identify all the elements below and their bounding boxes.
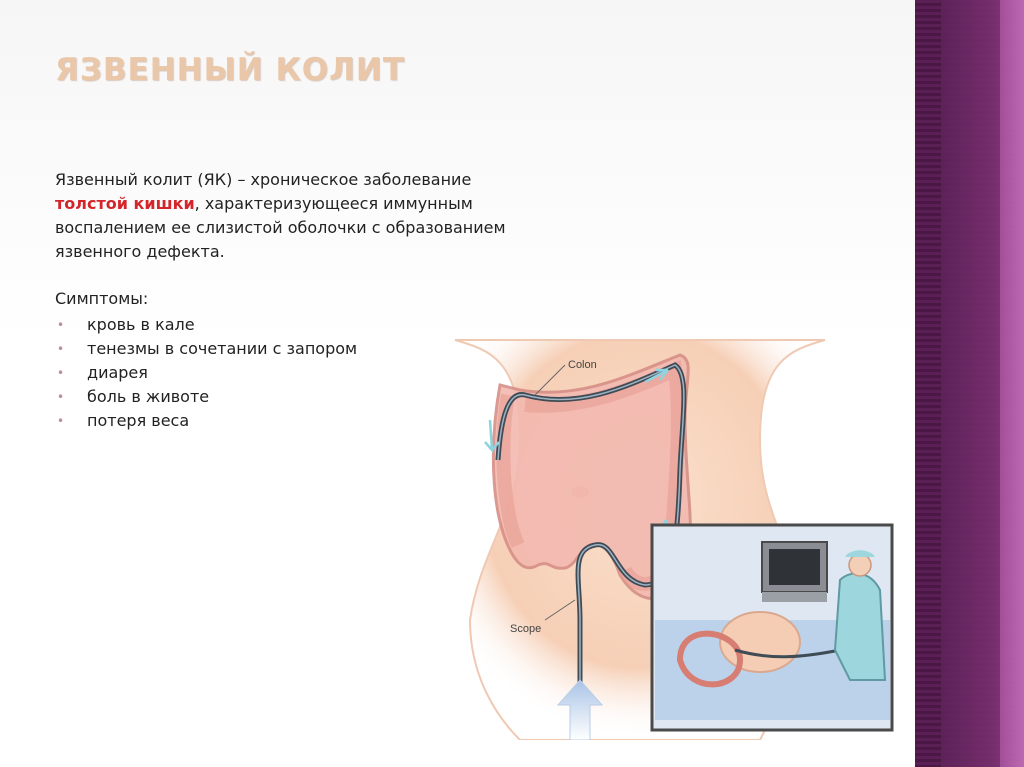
symptom-list (55, 313, 357, 433)
procedure-inset (652, 525, 892, 730)
symptom-item (55, 361, 357, 385)
side-decoration-stripe (1000, 0, 1024, 767)
bullet-icon: • (57, 342, 65, 356)
scope-label: Scope (510, 623, 542, 635)
symptom-text: потеря веса (87, 411, 190, 430)
colonoscopy-illustration (430, 320, 910, 740)
symptom-item (55, 409, 357, 433)
definition-highlight: толстой кишки (55, 194, 195, 213)
symptom-text: кровь в кале (87, 315, 195, 334)
bullet-icon: • (57, 414, 65, 428)
bullet-icon: • (57, 366, 65, 380)
symptom-text: боль в животе (87, 387, 210, 406)
definition-text-end: , характеризующееся иммунным воспалением ее слизистой оболочки с образованием язвенного дефекта. (55, 194, 506, 261)
definition-text-start: Язвенный колит (ЯК) – хроническое заболевание (55, 170, 472, 189)
symptom-item (55, 385, 357, 409)
symptom-text: тенезмы в сочетании с запором (87, 339, 358, 358)
symptom-text: диарея (87, 363, 148, 382)
symptom-item (55, 313, 357, 337)
colon-label: Colon (568, 359, 597, 371)
symptoms-heading: Симптомы: (55, 289, 149, 308)
symptom-item (55, 337, 357, 361)
bullet-icon: • (57, 318, 65, 332)
definition-paragraph (55, 168, 525, 264)
slide-title: ЯЗВЕННЫЙ КОЛИТ (55, 52, 405, 88)
bullet-icon: • (57, 390, 65, 404)
